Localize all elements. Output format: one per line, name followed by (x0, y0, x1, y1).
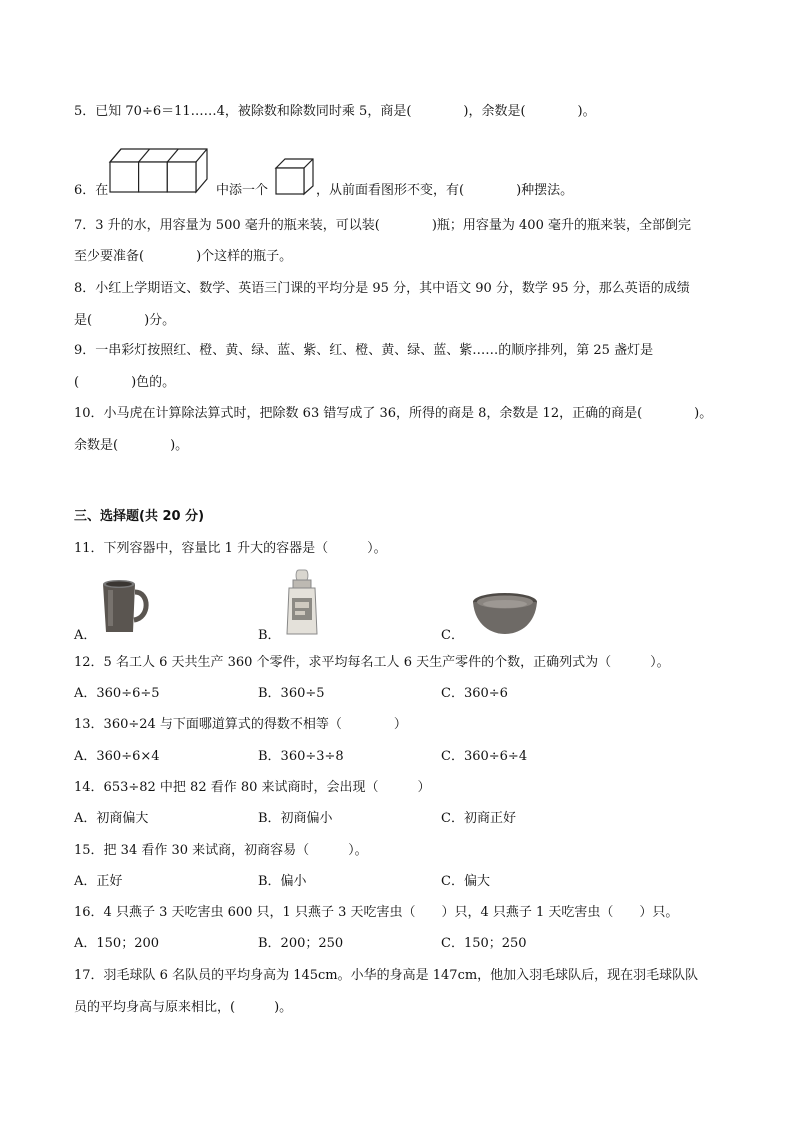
question-5: 5．已知 70÷6＝11……4，被除数和除数同时乘 5，商是( )，余数是( )。 (74, 104, 596, 119)
question-9-line-1: 9．一串彩灯按照红、橙、黄、绿、蓝、紫、红、橙、黄、绿、蓝、紫……的顺序排列，第 25 盏灯是 (74, 343, 654, 358)
question-10-line-2: 余数是( )。 (74, 438, 189, 453)
q13-option-a[interactable]: A．360÷6×4 (74, 749, 160, 764)
question-6-suffix: ，从前面看图形不变，有( )种摆法。 (316, 183, 574, 198)
question-13: 13．360÷24 与下面哪道算式的得数不相等（ ） (74, 717, 407, 732)
three-cubes-figure (108, 144, 210, 194)
baby-bottle-image (283, 568, 321, 638)
question-9-line-2: ( )色的。 (74, 375, 176, 390)
q16-option-a[interactable]: A．150；200 (74, 936, 160, 951)
question-10-line-1: 10．小马虎在计算除法算式时，把除数 63 错写成了 36，所得的商是 8，余数是 12，正确的商是( )。 (74, 406, 713, 421)
q15-option-a[interactable]: A．正好 (74, 874, 123, 889)
question-17-line-1: 17．羽毛球队 6 名队员的平均身高为 145cm。小华的身高是 147cm，他加入羽毛球队后，现在羽毛球队队 (74, 968, 699, 983)
q13-option-c[interactable]: C．360÷6÷4 (441, 749, 528, 764)
question-12: 12．5 名工人 6 天共生产 360 个零件，求平均每名工人 6 天生产零件的个数，正确列式为（ ）。 (74, 655, 670, 670)
single-cube-figure (274, 156, 316, 196)
q12-option-a[interactable]: A．360÷6÷5 (74, 686, 160, 701)
question-7-line-2: 至少要准备( )个这样的瓶子。 (74, 249, 293, 264)
q15-option-c[interactable]: C．偏大 (441, 874, 490, 889)
mug-image (98, 578, 150, 636)
question-16: 16．4 只燕子 3 天吃害虫 600 只，1 只燕子 3 天吃害虫（ ）只，4 只燕子 1 天吃害虫（ ）只。 (74, 905, 679, 920)
q16-option-c[interactable]: C．150；250 (441, 936, 527, 951)
q14-option-c[interactable]: C．初商正好 (441, 811, 516, 826)
question-6-prefix: 6．在 (74, 183, 109, 198)
question-11: 11．下列容器中，容量比 1 升大的容器是（ ）。 (74, 541, 387, 556)
q12-option-b[interactable]: B．360÷5 (258, 686, 325, 701)
q13-option-b[interactable]: B．360÷3÷8 (258, 749, 344, 764)
q14-option-b[interactable]: B．初商偏小 (258, 811, 333, 826)
q11-option-c[interactable]: C． (441, 628, 464, 643)
q12-option-c[interactable]: C．360÷6 (441, 686, 508, 701)
q14-option-a[interactable]: A．初商偏大 (74, 811, 149, 826)
question-17-line-2: 员的平均身高与原来相比，( )。 (74, 1000, 293, 1015)
q15-option-b[interactable]: B．偏小 (258, 874, 307, 889)
question-15: 15．把 34 看作 30 来试商，初商容易（ ）。 (74, 843, 368, 858)
question-7-line-1: 7．3 升的水，用容量为 500 毫升的瓶来装，可以装( )瓶；用容量为 400 毫升的瓶来装，全部倒完 (74, 218, 691, 233)
section-heading: 三、选择题(共 20 分) (74, 509, 205, 524)
question-8-line-1: 8．小红上学期语文、数学、英语三门课的平均分是 95 分，其中语文 90 分，数学 95 分，那么英语的成绩 (74, 281, 690, 296)
q11-option-a[interactable]: A． (74, 628, 97, 643)
question-8-line-2: 是( )分。 (74, 313, 176, 328)
question-6-middle: 中添一个 (216, 183, 269, 198)
q11-option-b[interactable]: B． (258, 628, 281, 643)
question-14: 14．653÷82 中把 82 看作 80 来试商时，会出现（ ） (74, 780, 431, 795)
bowl-image (470, 590, 540, 636)
q16-option-b[interactable]: B．200；250 (258, 936, 344, 951)
